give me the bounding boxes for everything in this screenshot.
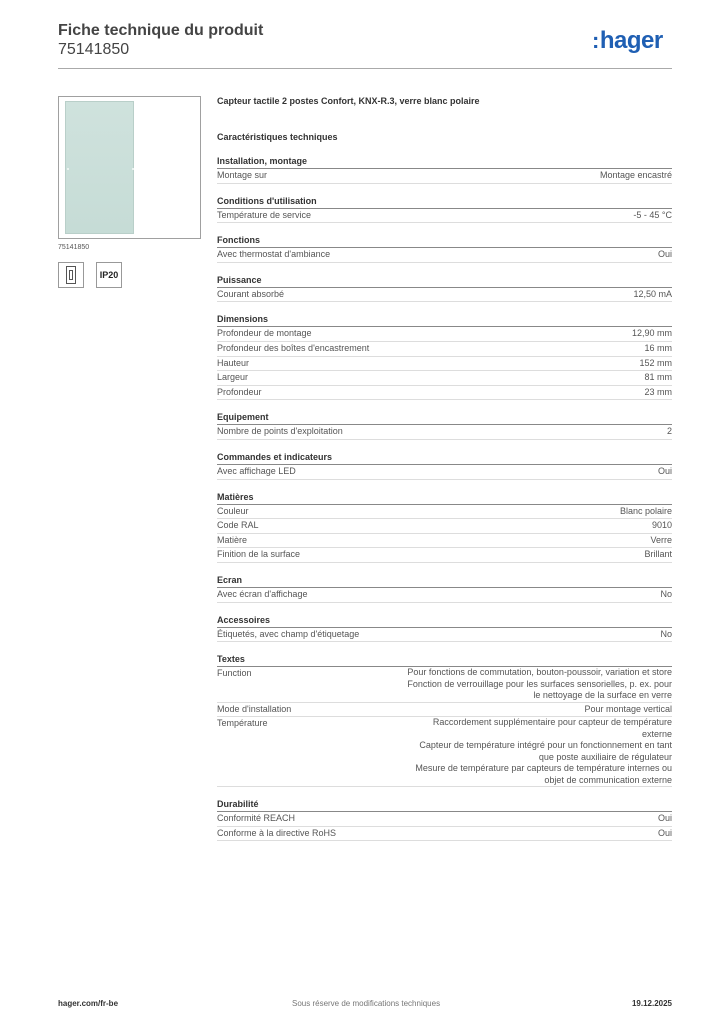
spec-row [217,534,672,549]
spec-row [217,209,672,224]
spec-label: Avec thermostat d'ambiance [217,249,331,260]
spec-row [217,342,672,357]
spec-label: Montage sur [217,170,268,180]
spec-value [650,534,672,548]
spec-value-line: 9010 [651,520,672,531]
spec-value-line: 81 mm [644,372,672,383]
spec-value [633,288,672,302]
spec-value-line: Blanc polaire [619,505,672,516]
spec-value-line: 12,50 mA [633,288,672,299]
spec-label: Code RAL [217,520,259,531]
ip-rating-badge: IP20 [96,262,122,288]
spec-value [372,667,672,702]
spec-value-line: -5 - 45 °C [633,209,672,220]
spec-value [584,703,672,717]
spec-row [217,288,672,303]
product-reference: 75141850 [58,41,130,58]
spec-value [658,827,672,841]
footer-date: 19.12.2025 [631,999,672,1008]
spec-heading: Caractéristiques techniques [217,132,338,142]
spec-value-line: externe [641,728,672,739]
spec-value [639,357,672,371]
glass-panel [65,101,134,234]
spec-value [667,425,672,439]
spec-value-line: Montage encastré [599,170,672,180]
spec-value [644,371,672,385]
spec-value-line: que poste auxiliaire de régulateur [538,751,672,762]
spec-row [217,465,672,480]
spec-label: Température de service [217,209,312,220]
header-divider [58,68,672,69]
spec-label: Étiquetés, avec champ d'étiquetage [217,628,360,639]
spec-row [217,386,672,401]
spec-label: Conformité REACH [217,813,296,824]
sensor-dot [67,168,69,170]
spec-value [660,588,672,602]
spec-value [644,548,672,562]
spec-label: Avec affichage LED [217,465,296,476]
spec-value-line: Raccordement supplémentaire pour capteur de température [432,717,672,728]
spec-row [217,628,672,643]
spec-row [217,667,672,703]
spec-value-line: Oui [657,813,672,824]
product-image [58,96,201,239]
spec-label: Finition de la surface [217,549,301,560]
spec-row [217,519,672,534]
mount-insert [69,270,73,280]
spec-value-line: Brillant [644,549,672,560]
spec-row [217,371,672,386]
spec-value [372,717,672,786]
footer-disclaimer: Sous réserve de modifications techniques [292,999,441,1008]
document-title: Fiche technique du produit [58,22,264,39]
spec-label: Matière [217,534,248,545]
section-title: Matières [217,490,672,505]
section-title: Durabilité [217,797,672,812]
spec-label: Mode d'installation [217,703,292,714]
spec-value-line: objet de communication externe [544,774,672,785]
spec-label: Nombre de points d'exploitation [217,426,343,437]
spec-value [658,465,672,479]
spec-value-line: No [660,588,672,599]
spec-row [217,717,672,787]
spec-label: Hauteur [217,357,250,368]
hager-logo [592,27,663,55]
spec-value-line: Verre [650,534,672,545]
mount-frame [66,266,76,284]
spec-value [660,628,672,642]
spec-value-line: No [660,628,672,639]
spec-value-line: Oui [657,827,672,838]
spec-value [658,812,672,826]
spec-value-line: 152 mm [639,357,672,368]
section-title: Puissance [217,273,672,288]
spec-value-line: Fonction de verrouillage pour les surfaces sensorielles, p. ex. pour [407,678,672,689]
spec-label: Profondeur des boîtes d'encastrement [217,342,370,353]
spec-value [633,209,672,223]
flush-mount-icon [58,262,84,288]
footer-website[interactable]: hager.com/fr-be [58,999,119,1008]
spec-value [644,342,672,356]
section-title: Dimensions [217,312,672,327]
image-caption: 75141850 [58,244,90,251]
spec-row [217,505,672,520]
spec-row [217,812,672,827]
spec-row [217,248,672,263]
logo-colon: : [592,28,599,53]
section-title: Commandes et indicateurs [217,450,672,465]
spec-value-line: 2 [666,426,672,437]
spec-label: Couleur [217,505,249,516]
document-header [58,22,263,59]
spec-value-line: 12,90 mm [631,328,672,339]
spec-value-line: Oui [657,465,672,476]
section-title: Ecran [217,573,672,588]
spec-row [217,327,672,342]
sensor-dot [132,168,134,170]
spec-value-line: Capteur de température intégré pour un fonctionnement en tant [419,740,672,751]
spec-value [652,519,672,533]
spec-value [632,327,672,341]
spec-value-line: Oui [657,249,672,260]
spec-label: Largeur [217,372,249,383]
spec-value [600,169,672,183]
section-title: Accessoires [217,613,672,628]
spec-label: Avec écran d'affichage [217,588,308,599]
spec-value [658,248,672,262]
spec-label: Profondeur de montage [217,328,312,339]
spec-label: Function [217,668,252,679]
section-title: Fonctions [217,233,672,248]
section-title: Equipement [217,410,672,425]
spec-label: Profondeur [217,386,262,397]
spec-label: Courant absorbé [217,288,285,299]
spec-value-line: Pour fonctions de commutation, bouton-poussoir, variation et store [407,667,672,678]
spec-value-line: 23 mm [644,386,672,397]
section-title: Textes [217,652,672,667]
specifications [217,94,672,841]
spec-row [217,169,672,184]
spec-row [217,425,672,440]
spec-row [217,357,672,372]
spec-value-line: Pour montage vertical [584,703,672,714]
logo-text: hager [599,27,663,54]
spec-row [217,548,672,563]
spec-label: Conforme à la directive RoHS [217,827,337,838]
spec-value-line: le nettoyage de la surface en verre [533,690,672,701]
spec-value-line: Mesure de température par capteurs de température internes ou [415,763,672,774]
spec-label: Température [217,718,268,729]
product-name: Capteur tactile 2 postes Confort, KNX-R.3, verre blanc polaire [217,96,480,106]
spec-row [217,827,672,842]
spec-value-line: 16 mm [644,342,672,353]
spec-sections [217,154,672,841]
spec-value [620,505,672,519]
spec-row [217,588,672,603]
spec-row [217,703,672,718]
section-title: Installation, montage [217,154,672,169]
section-title: Conditions d'utilisation [217,194,672,209]
spec-value [644,386,672,400]
